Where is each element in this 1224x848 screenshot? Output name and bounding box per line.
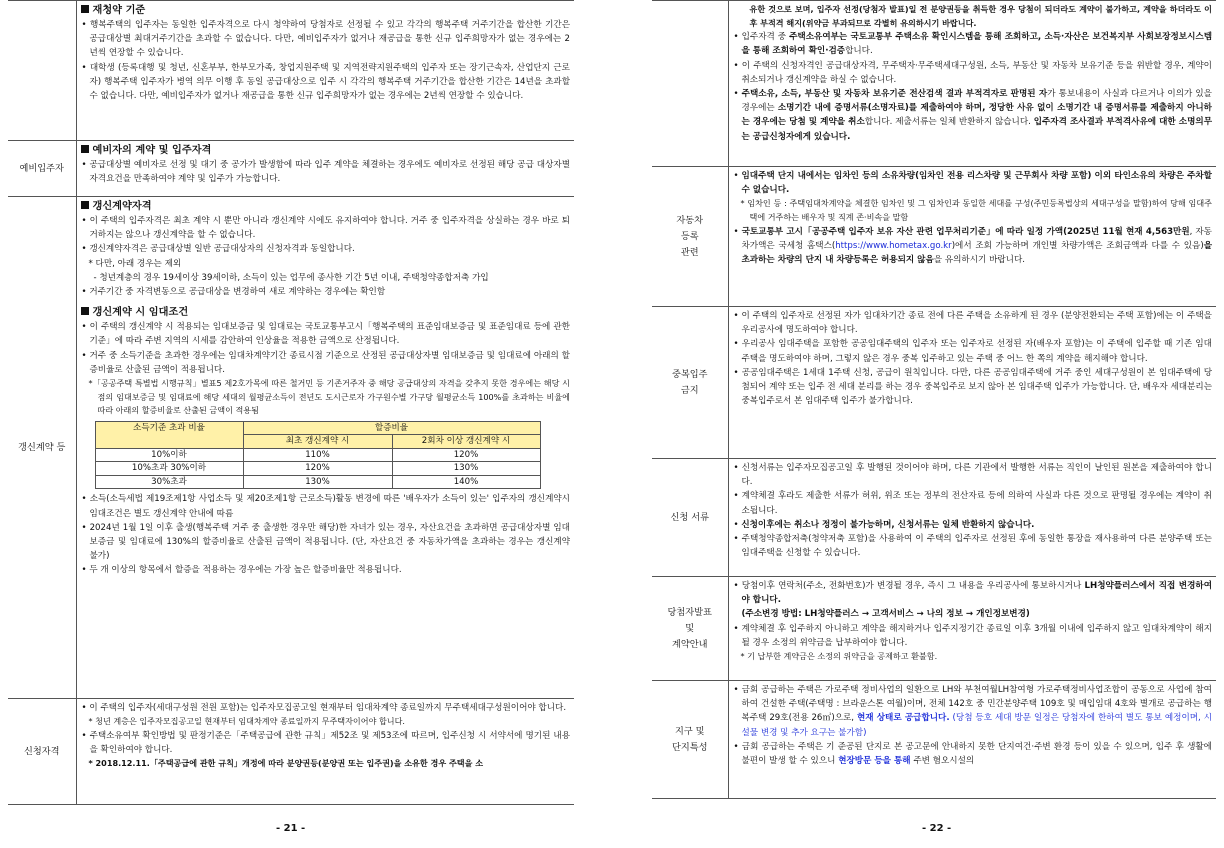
section-heading: 재청약 기준 <box>81 3 571 18</box>
note-continued: 유한 것으로 보며, 입주자 선정(당첨자 발표)일 전 분양권등을 취득한 경우 당첨이 되더라도 계약이 불가하고, 계약을 하더라도 이후 부적격 해지(위약금 부과되므로 각별히 유의하시기 바랍니다. <box>749 4 1212 28</box>
square-bullet-icon <box>81 145 89 153</box>
bullet-item: • 두 개 이상의 항목에서 할증을 적용하는 경우에는 가장 높은 할증비율만 적용됩니다. <box>81 565 402 576</box>
bullet-item: • 당첨이후 연락처(주소, 전화번호)가 변경될 경우, 즉시 그 내용을 우리공사에 통보하시거나 LH청약플러스에서 직접 변경하여야 합니다. <box>733 581 1212 606</box>
bullet-item: • 입주자격 중 주택소유여부는 국토교통부 주택소유 확인시스템을 통해 조회하고, 소득·자산은 보건복지부 사회보장정보시스템을 통해 조회하여 확인·검증합니다. <box>733 32 1212 57</box>
square-bullet-icon <box>81 5 89 13</box>
note: *「공공주택 특별법 시행규칙」별표5 제2호가목에 따른 철거민 등 기존거주자 중 해당 공급대상의 자격을 갖추지 못한 경우에는 해당 시점의 임대보증금 및 임대료에 해당 세대의 월평균소득이 전년도 도시근로자 가구원수별 가구당 월평균소득 100%를 초과하는 비율에 따라 아래의 할증비율로 산출된 금액이 적용됨 <box>88 378 570 416</box>
bullet-item: • 거주기간 중 자격변동으로 공급대상을 변경하여 새로 계약하는 경우에는 확인함 <box>81 287 386 298</box>
bullet-item: • 신청이후에는 취소나 정정이 불가능하며, 신청서류는 일체 반환하지 않습니다. <box>733 519 1035 530</box>
page-21 <box>8 0 574 834</box>
row-reapply <box>8 1 574 141</box>
row-renewal <box>8 197 574 699</box>
bullet-item: • 계약체결 후라도 제출한 서류가 허위, 위조 또는 정부의 전산자료 등에 의하여 사실과 다른 것으로 판명될 경우에는 계약이 취소됩니다. <box>733 491 1212 516</box>
square-bullet-icon <box>81 307 89 315</box>
row-winner-contract <box>652 577 1216 681</box>
bullet-item: • 행복주택의 입주자는 동일한 입주자격으로 다시 청약하여 당첨자로 선정될 수 있고 각각의 행복주택 거주기간을 합산한 기간은 공급대상별 최대거주기간을 초과할 수 없습니다. 다만, 예비입주자가 없거나 재공급을 통한 신규 입주희망자가 없는 경우에는 2년씩 연장할 수 있습니다. <box>81 20 570 59</box>
table-row: 10%이하 110% 120% <box>95 448 540 462</box>
row-waitlist <box>8 141 574 197</box>
row-eligibility <box>8 699 574 805</box>
bullet-item: • 소득(소득세법 제19조제1항 사업소득 및 제20조제1항 근로소득)활동 변경에 따른 '배우자가 소득이 있는' 입주자의 갱신계약시 임대조건은 별도 갱신계약 안내에 따름 <box>81 494 570 519</box>
bullet-item: • 주택소유여부 확인방법 및 판정기준은「주택공급에 관한 규칙」제52조 및 제53조에 따르며, 입주신청 시 서약서에 명기된 내용을 확인하여야 합니다. <box>81 730 570 755</box>
surcharge-rate-table <box>95 421 541 490</box>
bullet-item: • 거주 중 소득기준을 초과한 경우에는 임대차계약기간 종료시점 기준으로 산정된 공급대상자별 임대보증금 및 임대료에 아래의 할증비율로 산출된 금액이 적용됩니다. <box>81 350 570 375</box>
row-car-registration <box>652 167 1216 307</box>
bullet-item: • 공공임대주택은 1세대 1주택 신청, 공급이 원칙입니다. 다만, 다른 공공임대주택에 거주 중인 세대구성원이 본 임대주택에 당첨되어 계약 또는 입주 전 세대 분리를 하는 경우 중복입주로 보지 않아 본 임대주택 입주가 가능합니다. 단, 배우자 세대분리는 중복입주로서 본 임대주택 입주가 불가합니다. <box>733 367 1212 407</box>
row-duplicate-ban <box>652 307 1216 459</box>
note: * 임차인 등 : 주택임대차계약을 체결한 임차인 및 그 임차인과 동일한 세대를 구성(주민등록법상의 세대구성을 말함)하여 당해 임대주택에 거주하는 배우자 및 직계 존·비속을 말함 <box>740 198 1212 222</box>
hometax-link[interactable]: https://www.hometax.go.kr <box>835 240 952 251</box>
bullet-item: • 국토교통부 고시「공공주택 입주자 보유 자산 관련 업무처리기준」에 따라 일정 가액(2025년 11월 현재 4,563만원, 자동차가액은 국세청 홈택스(https://www.hometax.go.kr)에서 조회 가능하며 개인별 차량가액은 조회금액과 다를 수 있음)을 초과하는 차량의 단지 내 차량등록은 허용되지 않음을 유의하시기 바랍니다. <box>733 226 1212 265</box>
col-header: 2회차 이상 갱신계약 시 <box>392 435 540 449</box>
page-number: - 22 - <box>922 823 952 834</box>
bullet-item: • 주택청약종합저축(청약저축 포함)을 사용하여 이 주택의 입주자로 선정된 후에 동일한 통장을 재사용하여 다른 분양주택 또는 임대주택을 신청할 수 있습니다. <box>733 534 1212 559</box>
col-header: 소득기준 초과 비율 <box>95 421 243 448</box>
row-district <box>652 681 1216 799</box>
bullet-item: • 2024년 1월 1일 이후 출생(행복주택 거주 중 출생한 경우만 해당)한 자녀가 있는 경우, 자산요건을 초과하면 공급대상자별 임대보증금 및 임대료에 130%의 할증비율로 산출된 금액이 적용됩니다. (단, 자산요건 중 자동차가액을 초과하는 경우는 갱신계약 불가) <box>81 522 570 562</box>
table-row: 10%초과 30%이하 120% 130% <box>95 462 540 476</box>
page-number: - 21 - <box>276 823 306 834</box>
col-header: 최초 갱신계약 시 <box>243 435 392 449</box>
dash-item: - 청년계층의 경우 19세이상 39세이하, 소득이 있는 업무에 종사한 기간 5년 이내, 주택청약종합저축 가입 <box>93 272 489 283</box>
row-label: 지구 및 단지특성 <box>652 681 728 799</box>
square-bullet-icon <box>81 201 89 209</box>
bullet-item: • 임대주택 단지 내에서는 임차인 등의 소유차량(임차인 전용 리스차량 및 근무회사 차량 포함) 이외 타인소유의 차량은 주차할 수 없습니다. <box>733 171 1212 196</box>
address-change-path: (주소변경 방법: LH청약플러스 → 고객서비스 → 나의 정보 → 개인정보변경) <box>741 609 1030 620</box>
section-heading: 갱신계약 시 임대조건 <box>81 305 571 320</box>
bullet-item: • 신청서류는 입주자모집공고일 후 발행된 것이어야 하며, 다른 기관에서 발행한 서류는 직인이 날인된 원본을 제출하여야 합니다. <box>733 463 1212 488</box>
row-label: 신청 서류 <box>652 459 728 577</box>
bullet-item: • 우리공사 임대주택을 포함한 공공임대주택의 입주자 또는 입주자로 선정된 자(배우자 포함)는 이 주택에 입주할 때 기존 임대주택을 명도하여야 하며, 그렇지 않은 경우 중복 입주하고 있는 주택 중 어느 한 쪽의 계약을 해지해야 합니다. <box>733 339 1212 364</box>
bullet-item: • 이 주택의 입주자(세대구성원 전원 포함)는 입주자모집공고일 현재부터 임대차계약 종료일까지 무주택세대구성원이어야 합니다. <box>81 703 567 713</box>
notice-table-right <box>652 0 1216 799</box>
row-label <box>8 1 76 141</box>
group-header: 할증비율 <box>243 421 540 435</box>
bullet-item: • 이 주택의 입주자로 선정된 자가 임대차기간 종료 전에 다른 주택을 소유하게 된 경우 (분양전환되는 주택 포함)에는 이 주택을 우리공사에 명도하여야 합니다. <box>733 311 1212 336</box>
bullet-item: • 주택소유, 소득, 부동산 및 자동차 보유기준 전산검색 결과 부적격자로 판명된 자가 통보내용이 사실과 다르거나 이의가 있을 경우에는 소명기간 내에 증명서류(소명자료)를 제출하여야 하며, 정당한 사유 없이 소명기간 내 증명서류를 제출하지 아니하는 경우에는 당첨 및 계약을 취소합니다. 제출서류는 일체 반환하지 않습니다. 입주자격 조사결과 부적격사유에 대한 소명의무는 공급신청자에게 있습니다. <box>733 89 1213 142</box>
note: * 청년 계층은 입주자모집공고일 현재부터 임대차계약 종료일까지 무주택자이어야 합니다. <box>88 716 405 727</box>
bullet-item: • 이 주택의 신청자격인 공급대상자격, 무주택자·무주택세대구성원, 소득, 부동산 및 자동차 보유기준 등을 위반할 경우, 계약이 취소되거나 갱신계약을 하실 수 없습니다. <box>733 60 1212 85</box>
bullet-item: • 대학생 (등록대행 및 청년, 신혼부부, 한부모가족, 창업지원주택 및 지역전략지원주택의 입주자 또는 장기근속자, 산업단지 근로자) 행복주택 입주자가 병역 의무 이행 후 동일 공급대상으로 입주 시 각각의 행복주택 거주기간을 합산한 기간은 14년을 초과할 수 없습니다. 다만, 예비입주자가 없거나 재공급을 통한 신규 입주희망자가 없는 경우에는 2년씩 연장할 수 있습니다. <box>81 62 570 102</box>
bullet-item: • 금회 공급하는 주택은 가로주택 정비사업의 일환으로 LH와 부천여월LH참여형 가로주택정비사업조합이 공동으로 사업에 참여하여 건설한 주택(주택명 : 브라운스톤 여월)이며, 전체 142호 중 민간분양주택 109호 및 매입임대 4호와 별개로 공급하는 행복주택 29호(전용 26㎡)으로, 현재 상태로 공급합니다. (당첨 등호 세대 방문 일정은 당첨자에 한하여 별도 통보 예정이며, 시설물 변경 및 추가 요구는 불가함) <box>733 685 1213 738</box>
row-label: 예비입주자 <box>8 141 76 197</box>
row-label: 갱신계약 등 <box>8 197 76 699</box>
section-heading: 갱신계약자격 <box>81 199 571 214</box>
bullet-item: • 이 주택의 갱신계약 시 적용되는 임대보증금 및 임대료는 국토교통부고시「행복주택의 표준임대보증금 및 표준임대료 등에 관한 기준」에 따라 주변 지역의 시세를 감안하여 인상율을 적용한 금액으로 산정됩니다. <box>81 322 570 347</box>
note: * 2018.12.11.「주택공급에 관한 규칙」개정에 따라 분양권등(분양권 또는 입주권)을 소유한 경우 주택을 소 <box>88 758 484 769</box>
page-22 <box>652 0 1216 834</box>
row-label: 신청자격 <box>8 699 76 805</box>
notice-table-left <box>8 0 574 805</box>
row-label: 중복입주 금지 <box>652 307 728 459</box>
row-label: 당첨자발표 및 계약안내 <box>652 577 728 681</box>
table-row: 30%초과 130% 140% <box>95 475 540 489</box>
bullet-item: • 계약체결 후 입주하지 아니하고 계약을 해지하거나 입주지정기간 종료일 이후 3개월 이내에 입주하지 않고 임대차계약이 해지될 경우 소정의 위약금을 납부하여야 합니다. <box>733 623 1212 648</box>
note: * 기 납부한 계약금은 소정의 위약금을 공제하고 환불함. <box>740 651 938 662</box>
section-heading: 예비자의 계약 및 입주자격 <box>81 143 571 158</box>
bullet-item: • 공급대상별 예비자로 선정 및 대기 중 공가가 발생함에 따라 입주 계약을 체결하는 경우에도 예비자로 선정된 해당 공급 대상자별 자격요건을 만족하여야 계약 및 입주가 가능합니다. <box>81 160 570 185</box>
bullet-item: • 금회 공급하는 주택은 기 준공된 단지로 본 공고문에 안내하지 못한 단지여건·주변 환경 등이 있을 수 있으며, 입주 후 생활에 불편이 발생 할 수 있으니 현장방문 등을 통해 주변 혐오시설의 <box>733 741 1212 767</box>
note: * 다만, 아래 경우는 제외 <box>88 258 182 269</box>
bullet-item: • 이 주택의 입주자격은 최초 계약 시 뿐만 아니라 갱신계약 시에도 유지하여야 합니다. 거주 중 입주자격을 상실하는 경우 바로 퇴거하지는 않으나 갱신계약을 할 수 없습니다. <box>81 216 570 241</box>
row-label: 자동차 등록 관련 <box>652 167 728 307</box>
row-documents <box>652 459 1216 577</box>
row-eligibility-cont <box>652 1 1216 167</box>
bullet-item: • 갱신계약자격은 공급대상별 일반 공급대상자의 신청자격과 동일합니다. <box>81 244 355 255</box>
